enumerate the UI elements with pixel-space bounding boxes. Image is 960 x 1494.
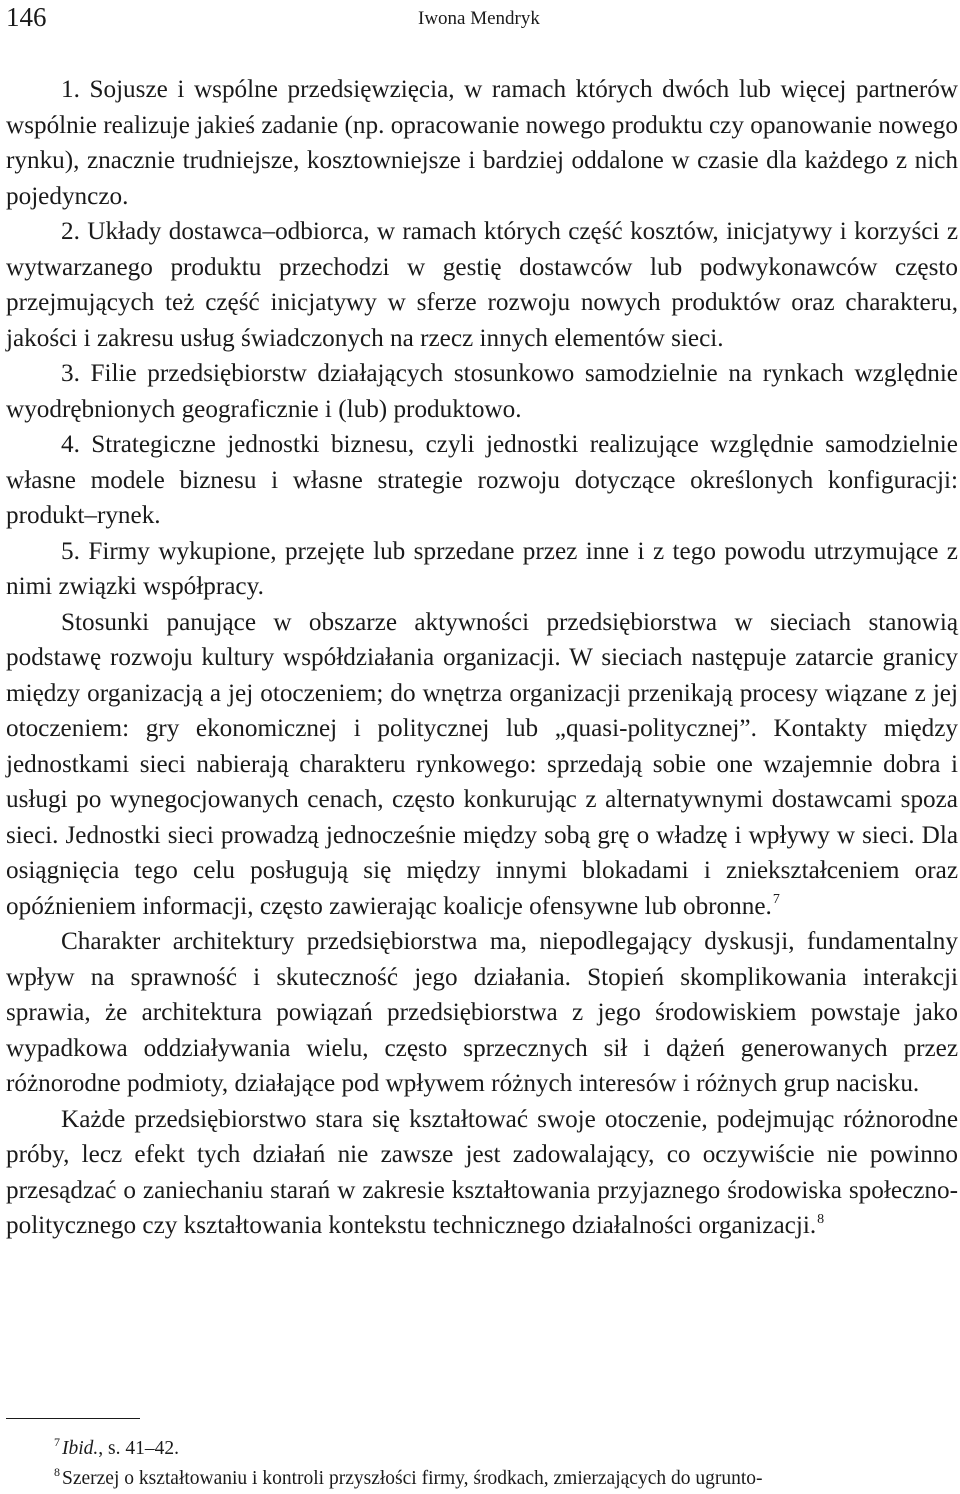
footnote-text: , s. 41–42. (98, 1438, 180, 1459)
paragraph-text: 4. Strategiczne jednostki biznesu, czyli jednostki realizujące względnie samodzielnie własne modele biznesu i własne strategie rozwoju dotyczące określonych konfiguracji: produkt–rynek. (6, 431, 958, 529)
body-text (6, 72, 958, 1244)
paragraph-item-3 (6, 356, 958, 427)
footnote-text: Szerzej o kształtowaniu i kontroli przyszłości firmy, środkach, zmierzających do ugrunto- (62, 1468, 763, 1489)
paragraph-item-1 (6, 72, 958, 214)
paragraph-text: Stosunki panujące w obszarze aktywności przedsiębiorstwa w sieciach stanowią podstawę rozwoju kultury współdziałania organizacji. W sieciach następuje zatarcie granicy między organizacją a jej otoczeniem; do wnętrza organizacji przenikają procesy wiązane z jej otoczeniem: gry ekonomicznej i politycznej lub „quasi-politycznej”. Kontakty między jednostkami sieci nabierają charakteru rynkowego: sprzedają sobie one wzajemnie dobra i usługi po wynegocjowanych cenach, często konkurując z alternatywnymi dostawcami spoza sieci. Jednostki sieci prowadzą jednocześnie między sobą grę o władzę i wpływy w sieci. Dla osiągnięcia tego celu posługują się między innymi blokadami i zniekształceniem oraz opóźnieniem informacji, często zawierając koalicje ofensywne lub obronne. (6, 608, 958, 920)
document-page (6, 0, 958, 1494)
paragraph-text: 5. Firmy wykupione, przejęte lub sprzedane przez inne i z tego powodu utrzymujące z nimi związki współpracy. (6, 537, 958, 600)
paragraph-item-4 (6, 427, 958, 534)
paragraph-item-5 (6, 534, 958, 605)
footnote-ref-7[interactable]: 7 (772, 892, 780, 907)
paragraph-text: 1. Sojusze i wspólne przedsięwzięcia, w ramach których dwóch lub więcej partnerów wspólnie realizuje jakieś zadanie (np. opracowanie nowego produktu czy opanowanie nowego rynku), znacznie trudniejsze, kosztowniejsze i bardziej oddalone w czasie dla każdego z nich pojedynczo. (6, 76, 958, 210)
footnote-number: 8 (54, 1465, 60, 1480)
footnote-8 (6, 1464, 958, 1494)
paragraph-text: Charakter architektury przedsiębiorstwa ma, niepodlegający dyskusji, fundamentalny wpływ na sprawność i skuteczność jego działania. Stopień skomplikowania interakcji sprawia, że architektura powiązań przedsiębiorstwa z jego środowiskiem powstaje jako wypadkowa oddziaływania wielu, często sprzecznych sił i dążeń generowanych przez różnorodne podmioty, działające pod wpływem różnych interesów i różnych grup nacisku. (6, 928, 958, 1097)
footnote-7 (6, 1434, 958, 1464)
paragraph-text: 2. Układy dostawca–odbiorca, w ramach których część kosztów, inicjatywy i korzyści z wytwarzanego produktu przechodzi w gestię dostawców lub podwykonawców często przejmujących też część inicjatywy w sferze rozwoju nowych produktów oraz charakteru, jakości i zakresu usług świadczonych na rzecz innych elementów sieci. (6, 218, 958, 352)
running-head-author: Iwona Mendryk (418, 8, 540, 29)
footnote-italic: Ibid. (62, 1438, 99, 1459)
paragraph-environment (6, 1102, 958, 1244)
paragraph-architecture (6, 924, 958, 1102)
footnotes (6, 1434, 958, 1494)
paragraph-text: 3. Filie przedsiębiorstw działających stosunkowo samodzielnie na rynkach względnie wyodrębnionych geograficznie i (lub) produktowo. (6, 360, 958, 423)
paragraph-text: Każde przedsiębiorstwo stara się kształtować swoje otoczenie, podejmując różnorodne próby, lecz efekt tych działań nie zawsze jest zadowalający, co oczywiście nie powinno przesądzać o zaniechaniu starań w zakresie kształtowania przyjaznego środowiska społeczno-politycznego czy kształtowania kontekstu technicznego działalności organizacji. (6, 1105, 958, 1239)
footnote-number: 7 (54, 1435, 60, 1450)
page-number: 146 (6, 2, 47, 32)
page-header (6, 0, 958, 40)
footnote-ref-8[interactable]: 8 (817, 1211, 825, 1227)
paragraph-networks (6, 605, 958, 925)
footnote-divider (6, 1418, 140, 1419)
paragraph-item-2 (6, 214, 958, 356)
